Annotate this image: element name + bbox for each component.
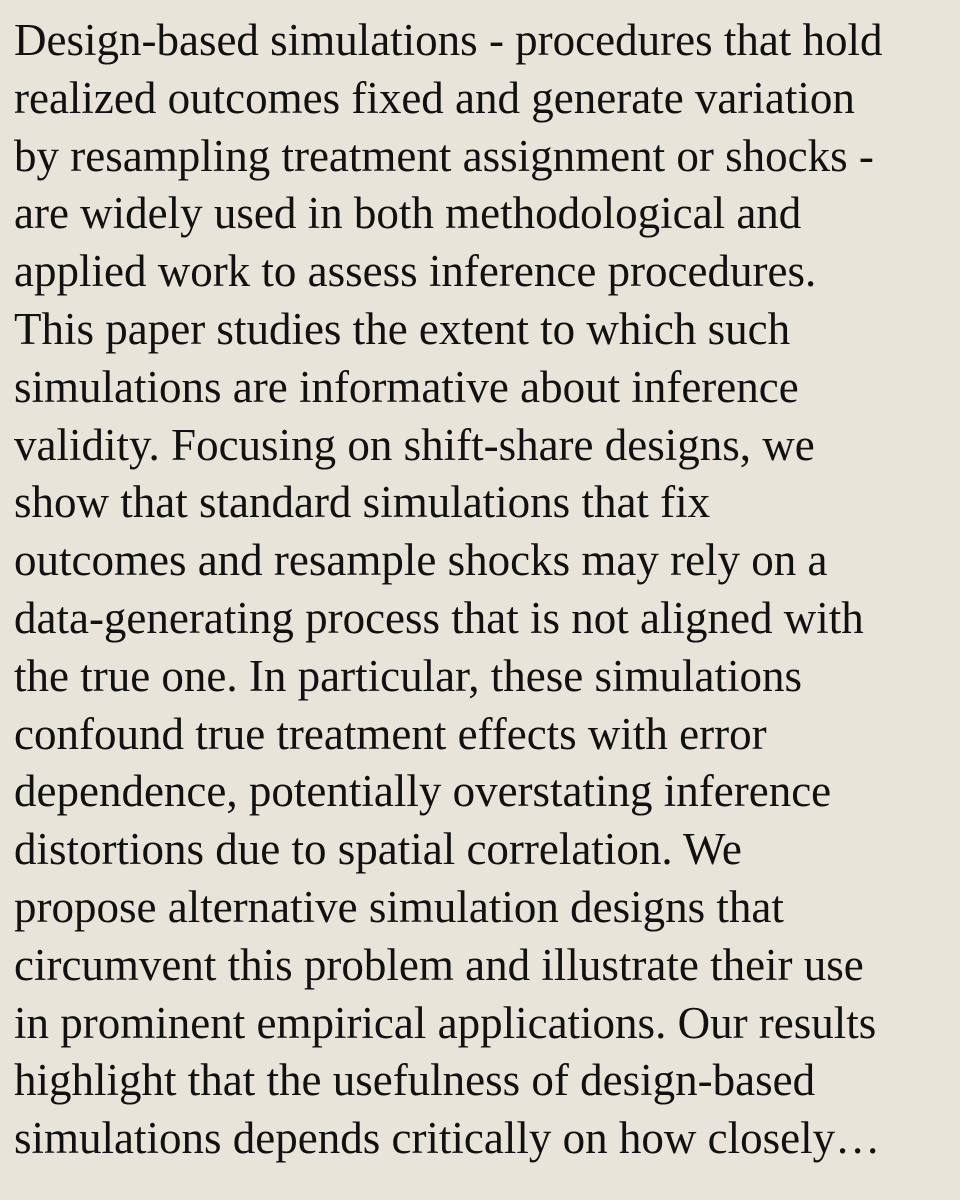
abstract-line: highlight that the usefulness of design-based	[14, 1055, 816, 1106]
abstract-line: This paper studies the extent to which such	[14, 303, 791, 354]
abstract-line: circumvent this problem and illustrate their use	[14, 939, 864, 990]
abstract-line: are widely used in both methodological and	[14, 188, 802, 239]
abstract-line: validity. Focusing on shift-share designs, we	[14, 419, 815, 470]
abstract-line: in prominent empirical applications. Our results	[14, 997, 877, 1048]
abstract-line: outcomes and resample shocks may rely on a	[14, 535, 828, 586]
abstract-line: show that standard simulations that fix	[14, 477, 711, 528]
abstract-line: Design-based simulations - procedures that hold	[14, 15, 883, 65]
abstract-line: confound true treatment effects with error	[14, 708, 767, 759]
abstract-line: propose alternative simulation designs that	[14, 881, 784, 932]
abstract-text	[14, 12, 954, 1168]
abstract-line: applied work to assess inference procedures.	[14, 246, 817, 297]
abstract-line: simulations depends critically on how closely…	[14, 1113, 881, 1164]
abstract-line: distortions due to spatial correlation. We	[14, 824, 742, 875]
abstract-line: realized outcomes fixed and generate variation	[14, 72, 855, 123]
abstract-line: the true one. In particular, these simulations	[14, 650, 802, 701]
abstract-line: simulations are informative about inference	[14, 361, 799, 412]
abstract-line: by resampling treatment assignment or shocks -	[14, 130, 874, 181]
abstract-line: data-generating process that is not aligned with	[14, 592, 864, 643]
abstract-line: dependence, potentially overstating inference	[14, 766, 832, 817]
